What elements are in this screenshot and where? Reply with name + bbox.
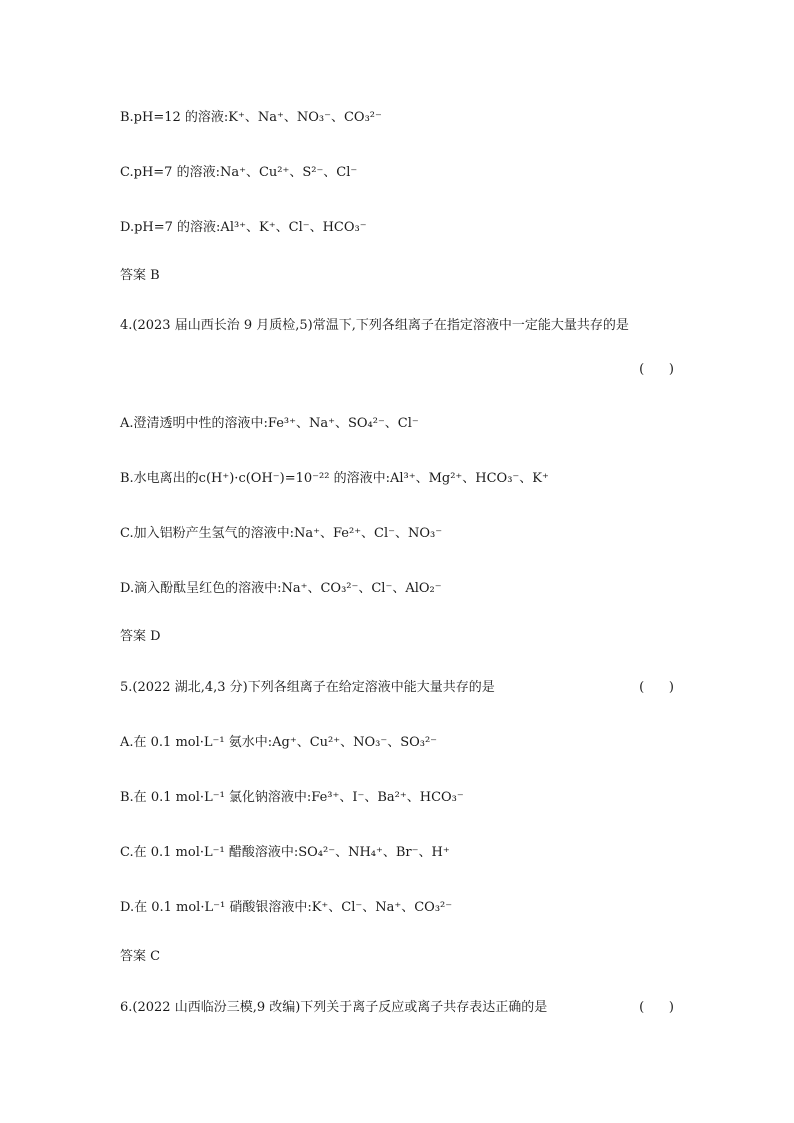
q6-answer-bracket: ( ) xyxy=(639,1000,674,1015)
q4-option-c: C.加入铝粉产生氢气的溶液中:Na⁺、Fe²⁺、Cl⁻、NO₃⁻ xyxy=(120,526,443,541)
q5-answer-bracket: ( ) xyxy=(639,680,674,695)
q3-answer: 答案 B xyxy=(120,268,160,283)
q6-stem: 6.(2022 山西临汾三模,9 改编)下列关于离子反应或离子共存表达正确的是 xyxy=(120,1000,548,1015)
q3-option-c: C.pH=7 的溶液:Na⁺、Cu²⁺、S²⁻、Cl⁻ xyxy=(120,165,358,180)
q4-option-a: A.澄清透明中性的溶液中:Fe³⁺、Na⁺、SO₄²⁻、Cl⁻ xyxy=(120,416,419,431)
q4-option-d: D.滴入酚酞呈红色的溶液中:Na⁺、CO₃²⁻、Cl⁻、AlO₂⁻ xyxy=(120,581,442,596)
q5-answer: 答案 C xyxy=(120,949,161,964)
q5-option-b: B.在 0.1 mol·L⁻¹ 氯化钠溶液中:Fe³⁺、I⁻、Ba²⁺、HCO₃⁻ xyxy=(120,790,464,805)
q5-option-a: A.在 0.1 mol·L⁻¹ 氨水中:Ag⁺、Cu²⁺、NO₃⁻、SO₃²⁻ xyxy=(120,735,438,750)
q5-option-d: D.在 0.1 mol·L⁻¹ 硝酸银溶液中:K⁺、Cl⁻、Na⁺、CO₃²⁻ xyxy=(120,900,453,915)
q4-answer-bracket: ( ) xyxy=(639,362,674,377)
q4-answer: 答案 D xyxy=(120,629,161,644)
q5-option-c: C.在 0.1 mol·L⁻¹ 醋酸溶液中:SO₄²⁻、NH₄⁺、Br⁻、H⁺ xyxy=(120,845,450,860)
q3-option-b: B.pH=12 的溶液:K⁺、Na⁺、NO₃⁻、CO₃²⁻ xyxy=(120,110,382,125)
q5-stem: 5.(2022 湖北,4,3 分)下列各组离子在给定溶液中能大量共存的是 xyxy=(120,680,495,695)
q4-option-b: B.水电离出的c(H⁺)·c(OH⁻)=10⁻²² 的溶液中:Al³⁺、Mg²⁺、HCO₃⁻、K⁺ xyxy=(120,471,549,486)
q3-option-d: D.pH=7 的溶液:Al³⁺、K⁺、Cl⁻、HCO₃⁻ xyxy=(120,220,367,235)
q4-stem: 4.(2023 届山西长治 9 月质检,5)常温下,下列各组离子在指定溶液中一定能大量共存的是 xyxy=(120,318,629,333)
